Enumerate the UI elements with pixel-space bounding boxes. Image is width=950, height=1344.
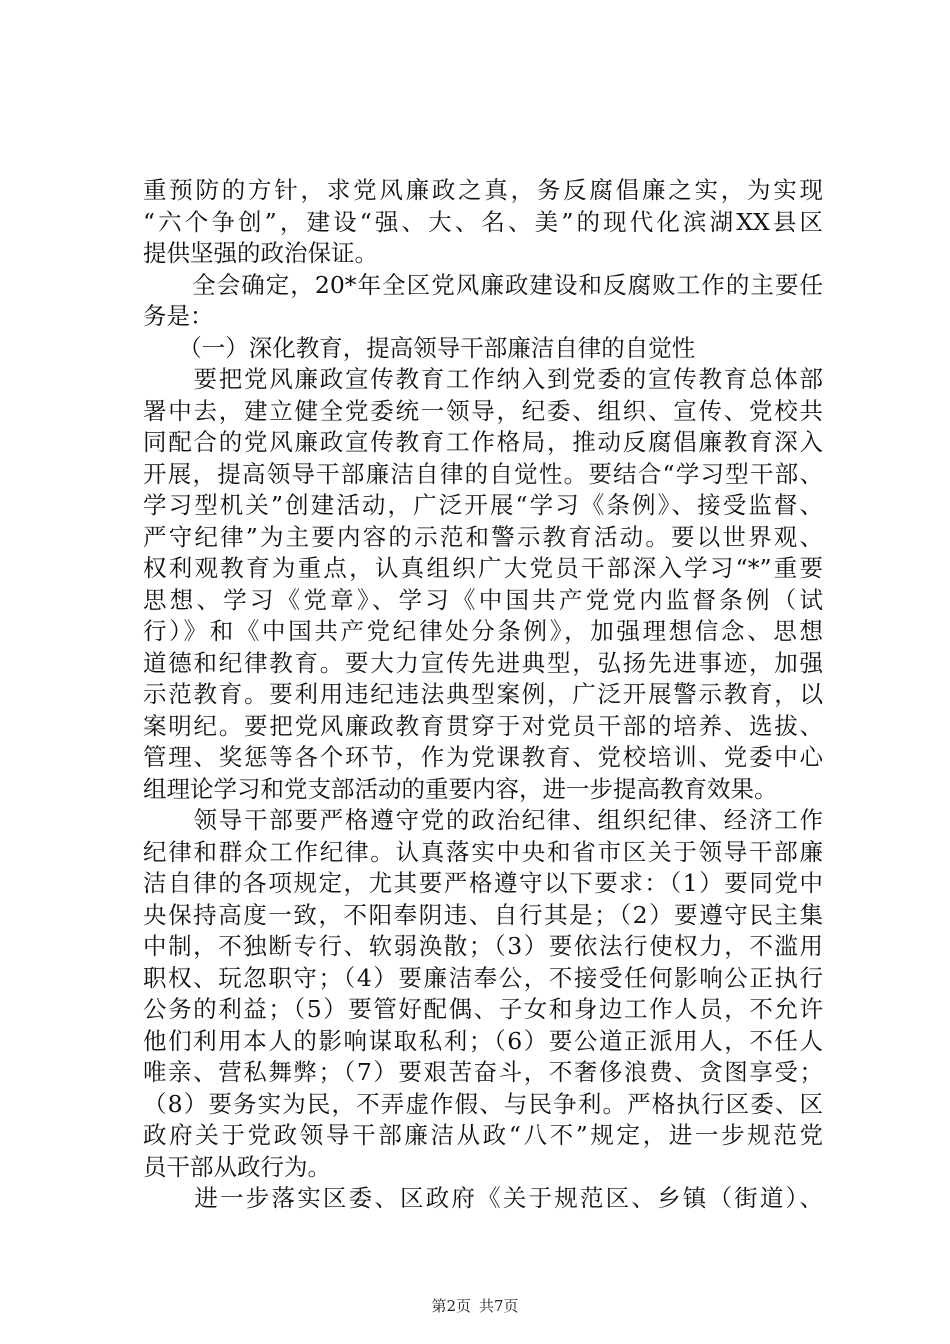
body-text-line: 同配合的党风廉政宣传教育工作格局，推动反腐倡廉教育深入 — [143, 428, 823, 456]
body-text-line: 提供坚强的政治保证。 — [143, 239, 378, 267]
body-text-line: 学习型机关”创建活动，广泛开展“学习《条例》、接受监督、 — [143, 491, 823, 519]
body-text-line: （一）深化教育，提高领导干部廉洁自律的自觉性 — [143, 333, 696, 362]
body-text-line: 要把党风廉政宣传教育工作纳入到党委的宣传教育总体部 — [143, 365, 823, 393]
body-text-line: 务是： — [143, 302, 214, 330]
body-text-line: 他们利用本人的影响谋取私利；（6）要公道正派用人，不任人 — [143, 1026, 823, 1055]
body-text-line: 政府关于党政领导干部廉洁从政“八不”规定，进一步规范党 — [143, 1121, 823, 1149]
body-text-line: 行）》和《中国共产党纪律处分条例》，加强理想信念、思想 — [143, 617, 823, 645]
body-text-line: 思想、学习《党章》、学习《中国共产党党内监督条例（试 — [143, 585, 823, 614]
body-text-line: 署中去，建立健全党委统一领导，纪委、组织、宣传、党校共 — [143, 396, 823, 425]
body-text-line: 重预防的方针，求党风廉政之真，务反腐倡廉之实，为实现 — [143, 176, 823, 204]
body-text-line: 纪律和群众工作纪律。认真落实中央和省市区关于领导干部廉 — [143, 837, 823, 866]
body-text-line: 严守纪律”为主要内容的示范和警示教育活动。要以世界观、 — [143, 522, 823, 551]
body-text-line: 领导干部要严格遵守党的政治纪律、组织纪律、经济工作 — [143, 806, 823, 834]
page-total: 共7页 — [479, 1297, 519, 1315]
page-footer — [0, 1296, 950, 1316]
body-text-line: 管理、奖惩等各个环节，作为党课教育、党校培训、党委中心 — [143, 743, 823, 771]
body-text-line: 洁自律的各项规定，尤其要严格遵守以下要求：（1）要同党中 — [143, 869, 823, 897]
body-text-line: “六个争创”，建设“强、大、名、美”的现代化滨湖XX县区 — [143, 207, 823, 236]
body-text-line: 中制，不独断专行、软弱涣散；（3）要依法行使权力，不滥用 — [143, 932, 823, 960]
body-text-line: 道德和纪律教育。要大力宣传先进典型，弘扬先进事迹，加强 — [143, 648, 823, 677]
body-text-line: 唯亲、营私舞弊；（7）要艰苦奋斗，不奢侈浪费、贪图享受； — [143, 1058, 823, 1086]
body-text-line: 公务的利益；（5）要管好配偶、子女和身边工作人员，不允许 — [143, 995, 823, 1023]
body-text-line: 央保持高度一致，不阳奉阴违、自行其是；（2）要遵守民主集 — [143, 900, 823, 929]
page-number: 第2页 — [431, 1297, 471, 1315]
body-text-line: 案明纪。要把党风廉政教育贯穿于对党员干部的培养、选拔、 — [143, 711, 823, 740]
body-text-line: 示范教育。要利用违纪违法典型案例，广泛开展警示教育，以 — [143, 680, 823, 708]
body-text-line: （8）要务实为民，不弄虚作假、与民争利。严格执行区委、区 — [143, 1089, 823, 1118]
body-text-line: 权利观教育为重点，认真组织广大党员干部深入学习“*”重要 — [143, 554, 823, 582]
body-text-line: 组理论学习和党支部活动的重要内容，进一步提高教育效果。 — [143, 774, 778, 803]
body-text-line: 全会确定，20*年全区党风廉政建设和反腐败工作的主要任 — [143, 270, 823, 299]
body-text-line: 员干部从政行为。 — [143, 1152, 331, 1181]
body-text-line: 开展，提高领导干部廉洁自律的自觉性。要结合“学习型干部、 — [143, 459, 823, 488]
body-text-line: 进一步落实区委、区政府《关于规范区、乡镇（街道）、 — [143, 1184, 823, 1212]
body-text-line: 职权、玩忽职守；（4）要廉洁奉公，不接受任何影响公正执行 — [143, 963, 823, 992]
